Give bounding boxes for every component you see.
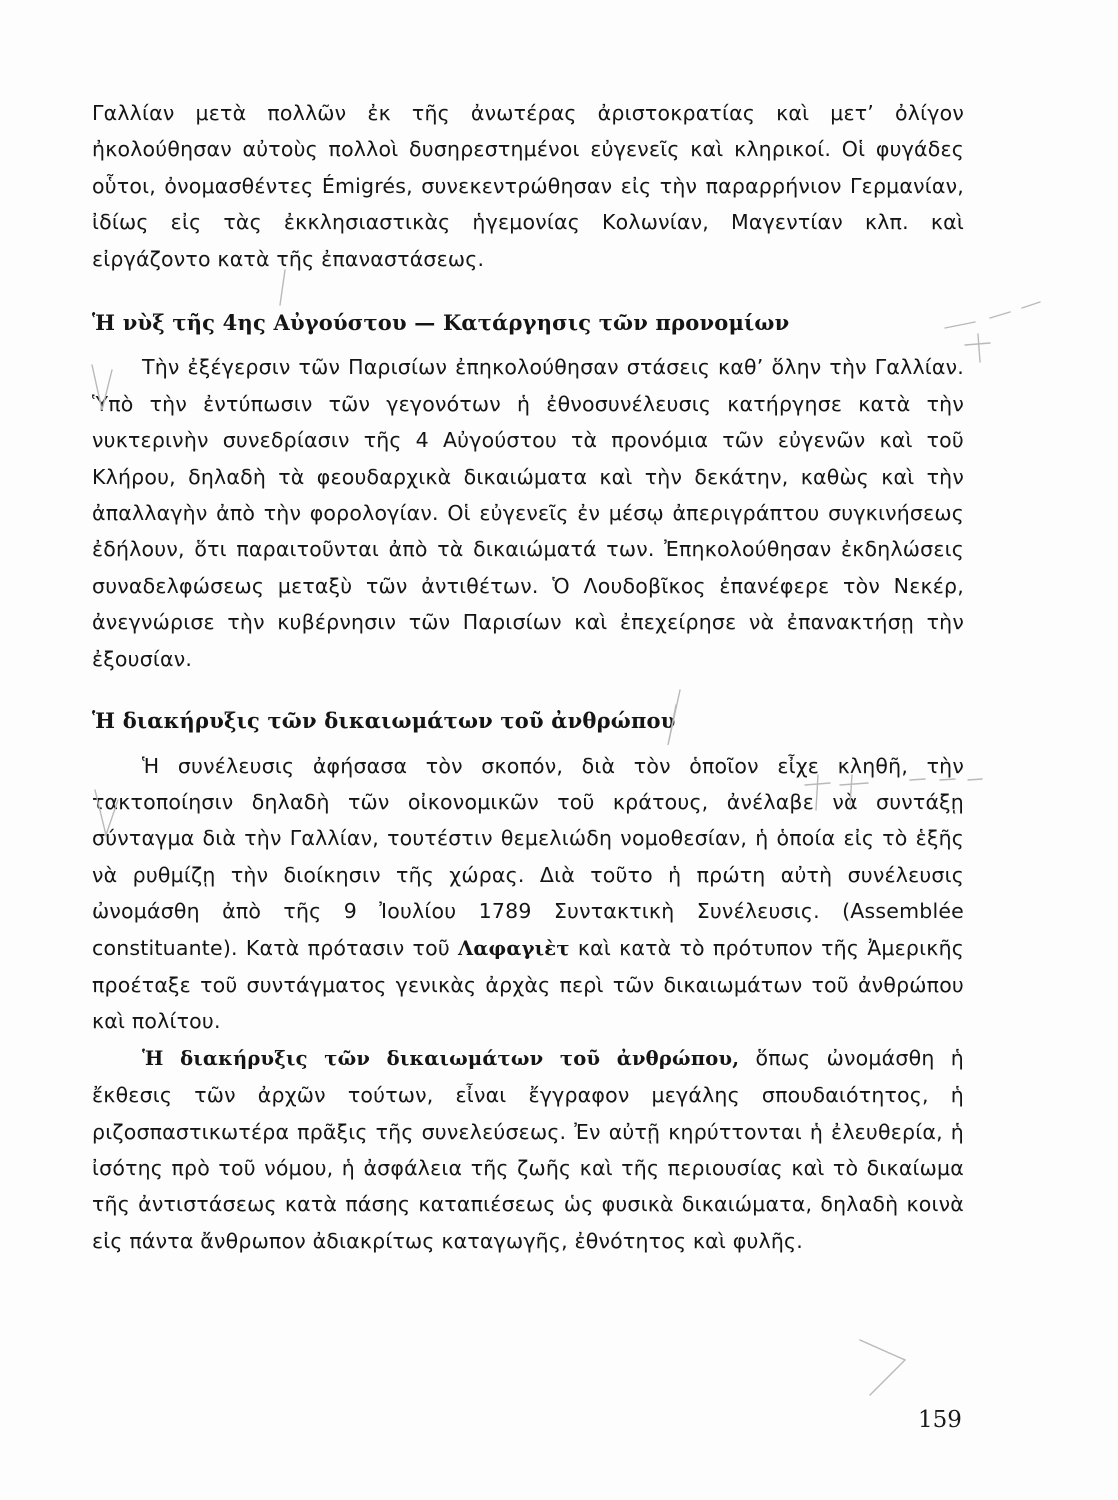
section-paragraph-abolition: Τὴν ἐξέγερσιν τῶν Παρισίων ἐπηκολούθησαν στάσεις καθ’ ὅλην τὴν Γαλλίαν. Ὑπὸ τὴν ἐντύπωσιν τῶν γεγονότων ἡ ἐθνοσυνέλευσις κατήργησε κατὰ τὴν νυκτερινὴν συνεδρίασιν τῆς 4 Αὐγούστου τὰ προνόμια τῶν εὐγενῶν καὶ τοῦ Κλήρου, δηλαδὴ τὰ φεουδαρχικὰ δικαιώματα καὶ τὴν δεκάτην, καθὼς καὶ τὴν ἀπαλλαγὴν ἀπὸ τὴν φορολογίαν. Οἱ εὐγενεῖς ἐν μέσῳ ἀπεριγράπτου συγκινήσεως ἐδήλουν, ὅτι παραιτοῦνται ἀπὸ τὰ δικαιώματά των. Ἐπηκολούθησαν ἐκδηλώσεις συναδελφώσεως μεταξὺ τῶν ἀντιθέτων. Ὁ Λουδοβῖκος ἐπανέφερε τὸν Νεκέρ, ἀνεγνώρισε τὴν κυβέρνησιν τῶν Παρισίων καὶ ἐπεχείρησε νὰ ἐπανακτήσῃ τὴν ἐξουσίαν. [92,355,964,671]
page-text [92,95,964,1259]
section-heading-declaration: Ἡ διακήρυξις τῶν δικαιωμάτων τοῦ ἀνθρώπου [92,708,676,734]
paragraph-text-part: καὶ κατὰ τὸ πρότυπον τῆς Ἀμερικῆς προέταξε τοῦ συντάγματος γενικὰς ἀρχὰς περὶ τῶν δικαιωμάτων τοῦ ἀνθρώπου καὶ πολίτου. [92,935,964,1034]
section-heading-abolition: Ἡ νὺξ τῆς 4ης Αὐγούστου — Κατάργησις τῶν προνομίων [92,310,790,336]
lafayette-name: Λαφαγιὲτ [458,936,570,960]
section-paragraph-constituent-assembly [92,748,964,1040]
paragraph-text-part: ὅπως ὠνομάσθη ἡ ἔκθεσις τῶν ἀρχῶν τούτων, εἶναι ἔγγραφον μεγάλης σπουδαιότητος, ἡ ριζοσπαστικωτέρα πρᾶξις τῆς συνελεύσεως. Ἐν αὐτῇ κηρύττονται ἡ ἐλευθερία, ἡ ἰσότης πρὸ τοῦ νόμου, ἡ ἀσφάλεια τῆς ζωῆς καὶ τῆς περιουσίας καὶ τὸ δικαίωμα τῆς ἀντιστάσεως κατὰ πάσης καταπιέσεως ὡς φυσικὰ δικαιώματα, δηλαδὴ κοινὰ εἰς πάντα ἄνθρωπον ἀδιακρίτως καταγωγῆς, ἐθνότητος καὶ φυλῆς. [92,1045,964,1253]
pencil-stroke [860,1340,905,1395]
declaration-title-inline: Ἡ διακήρυξις τῶν δικαιωμάτων τοῦ ἀνθρώπου, [142,1046,740,1070]
section-paragraph-declaration [92,1040,964,1259]
intro-paragraph: Γαλλίαν μετὰ πολλῶν ἐκ τῆς ἀνωτέρας ἀριστοκρατίας καὶ μετ’ ὀλίγον ἠκολούθησαν αὐτοὺς πολλοὶ δυσηρεστημένοι εὐγενεῖς καὶ κληρικοί. Οἱ φυγάδες οὗτοι, ὀνομασθέντες Émigrés, συνεκεντρώθησαν εἰς τὴν παραρρήνιον Γερμανίαν, ἰδίως εἰς τὰς ἐκκλησιαστικὰς ἡγεμονίας Κολωνίαν, Μαγεντίαν κλπ. καὶ εἰργάζοντο κατὰ τῆς ἐπαναστάσεως. [92,101,964,271]
paragraph-text-part: Ἡ συνέλευσις ἀφήσασα τὸν σκοπόν, διὰ τὸν ὁποῖον εἶχε κληθῆ, τὴν τακτοποίησιν δηλαδὴ τῶν οἰκονομικῶν τοῦ κράτους, ἀνέλαβε νὰ συντάξῃ σύνταγμα διὰ τὴν Γαλλίαν, τουτέστιν θεμελιώδη νομοθεσίαν, ἡ ὁποία εἰς τὸ ἑξῆς νὰ ρυθμίζῃ τὴν διοίκησιν τῆς χώρας. Διὰ τοῦτο ἡ πρώτη αὐτὴ συνέλευσις ὠνομάσθη ἀπὸ τῆς 9 Ἰουλίου 1789 Συντακτικὴ Συνέλευσις. (Assemblée constituante). Κατὰ πρότασιν τοῦ [92,753,964,960]
page-number: 159 [918,1407,962,1433]
pencil-cross-icon [965,334,990,362]
